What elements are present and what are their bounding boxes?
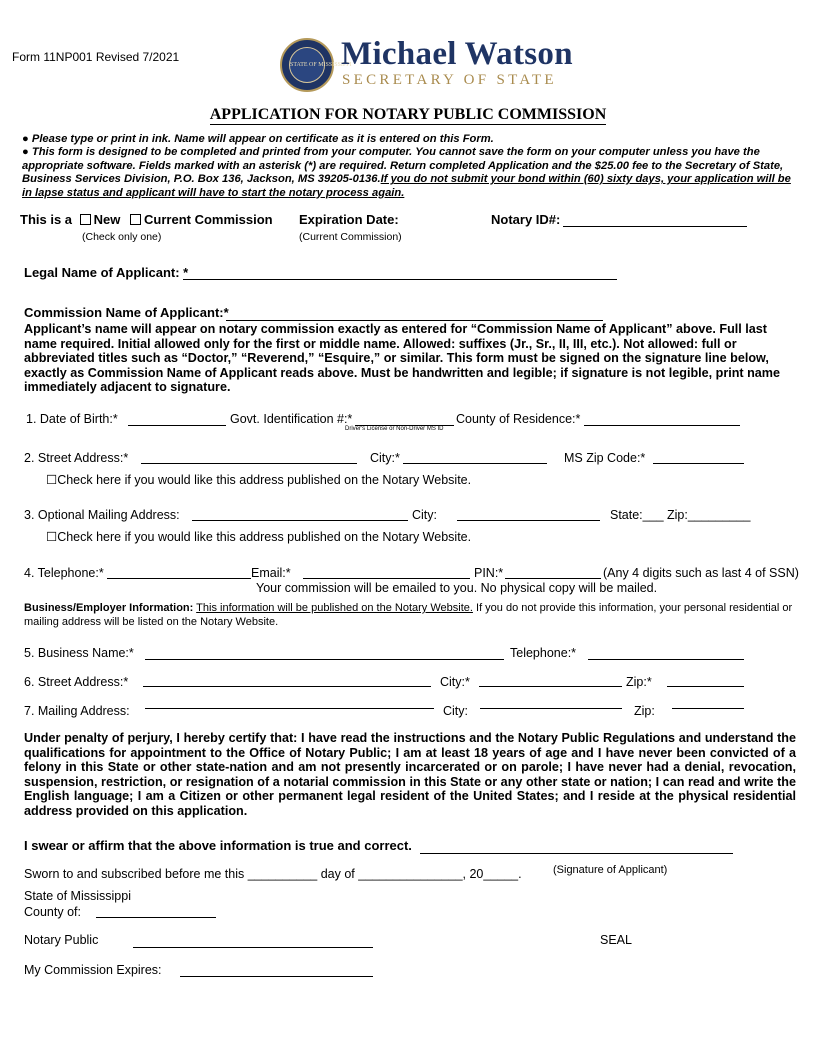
business-street-label: 6. Street Address:* (24, 675, 129, 689)
mailing-city-label: City: (412, 508, 437, 522)
legal-name-field[interactable] (183, 279, 617, 280)
email-field[interactable] (303, 578, 470, 579)
business-info-label: Business/Employer Information: (24, 602, 194, 614)
business-telephone-field[interactable] (588, 659, 744, 660)
business-mailing-label: 7. Mailing Address: (24, 704, 130, 718)
telephone-field[interactable] (107, 578, 251, 579)
email-note: Your commission will be emailed to you. No physical copy will be mailed. (256, 581, 658, 595)
brand-name: Michael Watson (341, 36, 573, 72)
pin-field[interactable] (505, 578, 601, 579)
business-street-field[interactable] (143, 686, 431, 687)
brand-subtitle: SECRETARY OF STATE (342, 72, 557, 88)
business-zip-label: Zip:* (626, 675, 652, 689)
govt-id-note: Driver's License or Non-Driver MS ID (345, 426, 444, 432)
state-label: State of Mississippi (24, 889, 131, 903)
business-mailing-field[interactable] (145, 708, 434, 709)
notary-public-signature-field[interactable] (133, 947, 373, 948)
publish-street-checkbox[interactable]: ☐Check here if you would like this address published on the Notary Website. (46, 473, 472, 487)
ms-zip-label: MS Zip Code:* (564, 451, 646, 465)
business-mailing-zip-field[interactable] (672, 708, 744, 709)
business-telephone-label: Telephone:* (510, 646, 577, 660)
seal-label: SEAL (600, 933, 632, 947)
city-field[interactable] (403, 463, 547, 464)
telephone-label: 4. Telephone:* (24, 566, 104, 580)
email-label: Email:* (251, 566, 291, 580)
signature-field[interactable] (420, 853, 733, 854)
county-field[interactable] (584, 425, 740, 426)
street-address-field[interactable] (141, 463, 357, 464)
bond-warning: If you do not submit your bond within (60) sixty days, your application will be in lapse status and applicant will have to start the notary process again. (22, 173, 791, 199)
seal-text: STATE OF MISSISSIPPI (290, 62, 352, 68)
pin-note: (Any 4 digits such as last 4 of SSN) (603, 566, 799, 580)
expiration-date-label: Expiration Date: (299, 212, 399, 227)
dob-field[interactable] (128, 425, 226, 426)
business-city-field[interactable] (479, 686, 622, 687)
commission-type-row (20, 212, 273, 227)
instruction-line-1: ● Please type or print in ink. Name will appear on certificate as it is entered on this Form. (22, 133, 494, 145)
dob-label: 1. Date of Birth:* (26, 412, 118, 426)
signature-label: (Signature of Applicant) (553, 864, 668, 876)
instructions (22, 133, 798, 200)
business-mailing-zip-label: Zip: (634, 704, 655, 718)
business-city-label: City:* (440, 675, 470, 689)
county-label: County of Residence:* (456, 412, 581, 426)
name-notice: Applicant’s name will appear on notary commission exactly as entered for “Commission Name of Applicant” above. Full last name required. Initial allowed only for the first or middle name. Allowed: suffixes (Jr., Sr., II, III, etc.). Not allowed: full or abbreviated titles such as “Doctor,” “Reverend,” “Esquire,” or similar. This form must be signed on the signature line below, exactly as Commission Name of Applicant reads above. Must be handwritten and legible; if signature is not legible, print name immediately adjacent to signature. (24, 322, 781, 395)
commission-type-label: This is a (20, 212, 73, 227)
business-mailing-city-field[interactable] (480, 708, 622, 709)
sworn-line: Sworn to and subscribed before me this __________ day of _______________, 20_____. (24, 867, 522, 881)
expiration-note: (Current Commission) (299, 231, 402, 243)
instruction-line-2: ● This form is designed to be completed and printed from your computer. You cannot save the form on your computer unless you have the appropriate software. Fields marked with an asterisk (*) are required. Return completed Application and the $25.00 fee to the Secretary of State, Business Services Division, P.O. Box 136, Jackson, MS 39205-0136.If you do not submit your bond within (60) sixty days, your application will be in lapse status and applicant will have to start the notary process again. (22, 146, 791, 199)
business-info: Business/Employer Information: This information will be published on the Notary Website. If you do not provide this information, your personal residential or mailing address will be listed on the Notary Website. (24, 602, 793, 628)
perjury-statement: Under penalty of perjury, I hereby certify that: I have read the instructions and the Notary Public Regulations and understand the qualifications for appointment to the Office of Notary Public; I am at least 18 years of age and I have never been convicted of a felony in this State or other state-nation and am not presently incarcerated or on parole; I have never had a denial, revocation, suspension, restriction, or resignation of a notarial commission in this State or any other state or nation; I can read and write the English language; I am a Citizen or other permanent legal resident of the United States; and I reside at the physical residential address provided on this application. (24, 731, 796, 818)
state-seal-icon (280, 38, 352, 92)
govt-id-label: Govt. Identification #:* (230, 412, 353, 426)
form-title: APPLICATION FOR NOTARY PUBLIC COMMISSION (209, 106, 607, 123)
legal-name-label: Legal Name of Applicant: * (24, 265, 189, 280)
business-info-underlined: This information will be published on the Notary Website. (196, 602, 473, 614)
commission-expires-label: My Commission Expires: (24, 963, 162, 977)
street-address-label: 2. Street Address:* (24, 451, 129, 465)
business-name-label: 5. Business Name:* (24, 646, 134, 660)
current-commission-checkbox[interactable] (130, 214, 141, 225)
notary-id-field[interactable] (563, 226, 747, 227)
mailing-address-label: 3. Optional Mailing Address: (24, 508, 180, 522)
check-only-one-note: (Check only one) (82, 231, 162, 243)
city-label: City:* (370, 451, 400, 465)
pin-label: PIN:* (474, 566, 504, 580)
new-checkbox[interactable] (80, 214, 91, 225)
new-label: New (93, 212, 121, 227)
business-name-field[interactable] (145, 659, 504, 660)
business-zip-field[interactable] (667, 686, 744, 687)
business-mailing-city-label: City: (443, 704, 468, 718)
form-id: Form 11NP001 Revised 7/2021 (12, 50, 180, 64)
commission-name-field[interactable] (226, 320, 603, 321)
publish-mailing-checkbox[interactable]: ☐Check here if you would like this address published on the Notary Website. (46, 530, 472, 544)
commission-expires-field[interactable] (180, 976, 373, 977)
notary-public-label: Notary Public (24, 933, 99, 947)
ms-zip-field[interactable] (653, 463, 744, 464)
swear-statement: I swear or affirm that the above information is true and correct. (24, 838, 412, 853)
county-of-label: County of: (24, 905, 81, 919)
mailing-state-zip[interactable]: State:___ Zip:_________ (610, 508, 751, 522)
notary-id-label: Notary ID#: (491, 212, 561, 227)
mailing-address-field[interactable] (192, 520, 408, 521)
commission-name-label: Commission Name of Applicant:* (24, 305, 229, 320)
mailing-city-field[interactable] (457, 520, 600, 521)
county-of-field[interactable] (96, 917, 216, 918)
current-commission-label: Current Commission (144, 212, 273, 227)
